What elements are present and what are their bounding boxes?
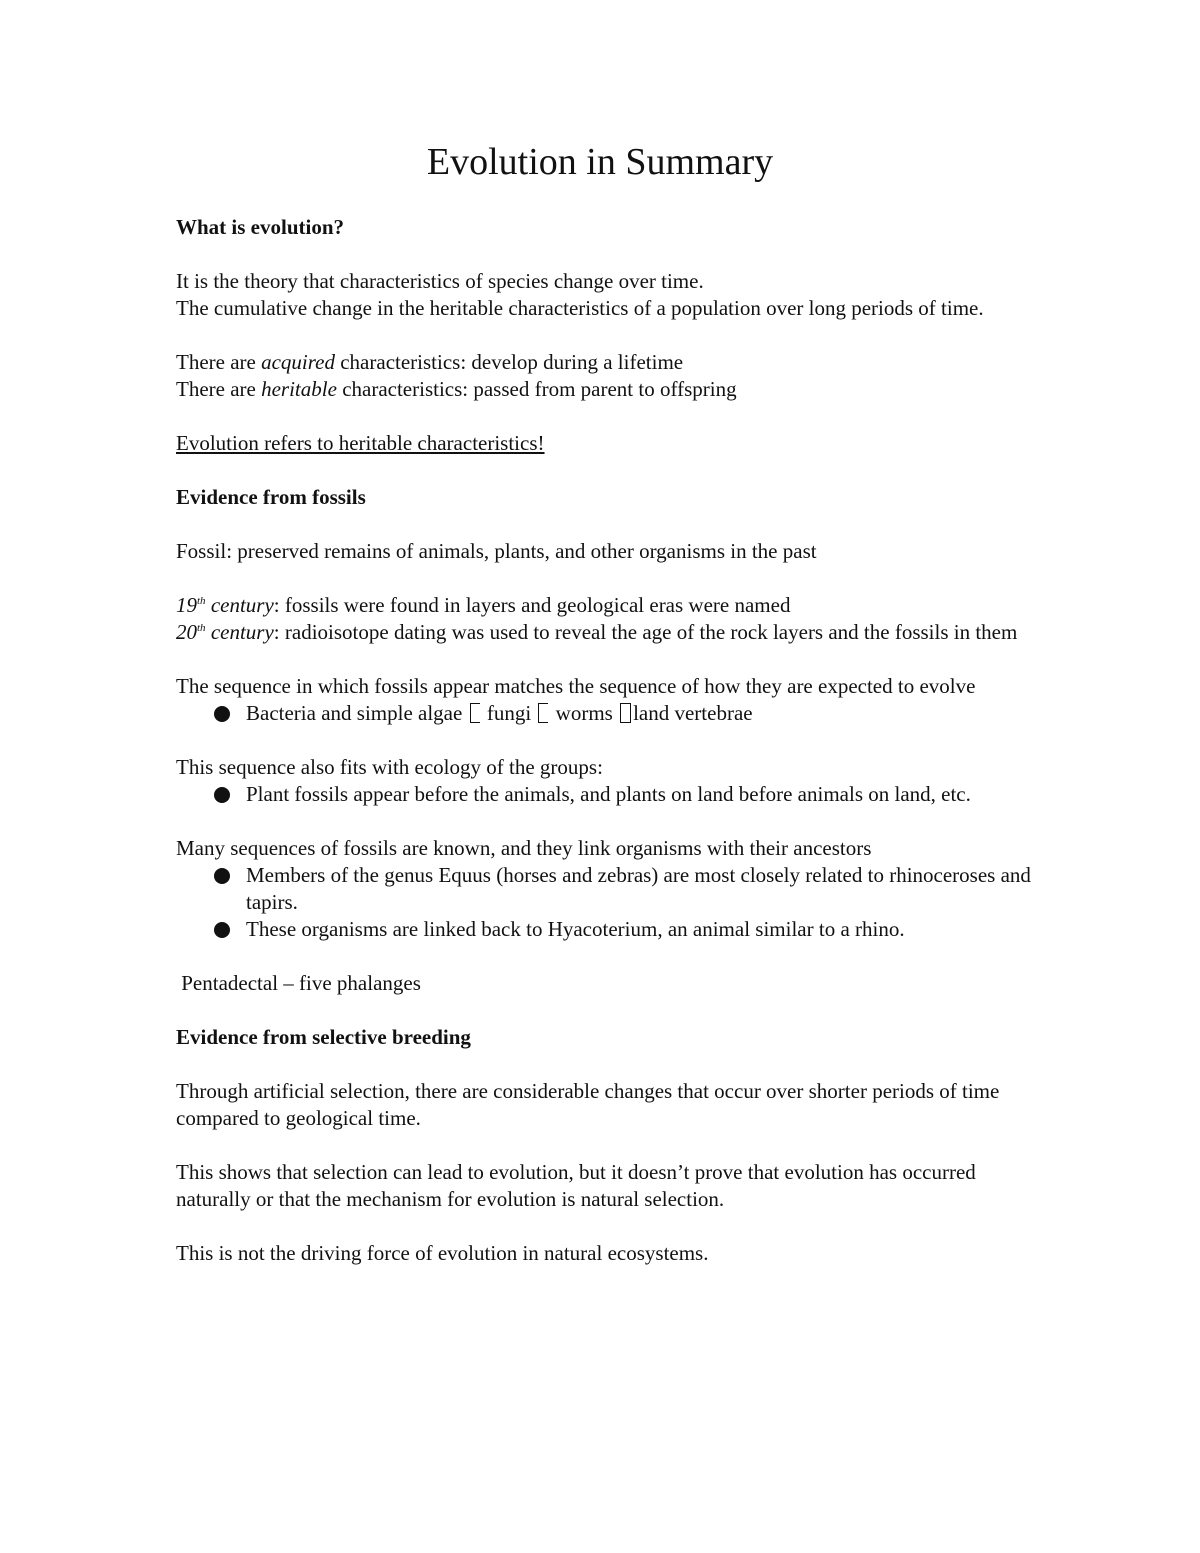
heritable-suffix: characteristics: passed from parent to offspring [336,377,737,401]
list-item [176,781,1036,808]
missing-glyph-icon [470,703,480,723]
sequence-item: worms [555,701,613,725]
c19-word: century [205,593,274,617]
heading-evidence-fossils: Evidence from fossils [176,485,366,509]
c20-suffix: th [197,622,206,634]
bullet-icon [214,868,230,884]
acquired-term: acquired [261,350,335,374]
heritable-term: heritable [261,377,337,401]
c19-suffix: th [197,595,206,607]
bullet-icon [214,706,230,722]
equus-bullet-text: Members of the genus Equus (horses and zebras) are most closely related to rhinoceroses and tapirs. [246,863,1031,914]
ecology-bullet-text: Plant fossils appear before the animals, and plants on land before animals on land, etc. [246,782,971,806]
paragraph-driving-force: This is not the driving force of evolution in natural ecosystems. [176,1241,709,1265]
list-item [176,862,1036,916]
c20-word: century [205,620,274,644]
acquired-prefix: There are [176,350,262,374]
c19-text: : fossils were found in layers and geological eras were named [273,593,791,617]
heading-evidence-selective-breeding: Evidence from selective breeding [176,1025,471,1049]
bullet-icon [214,922,230,938]
paragraph-artificial-selection: Through artificial selection, there are considerable changes that occur over shorter periods of time compared to geological time. [176,1079,1000,1130]
paragraph-sequence-intro: The sequence in which fossils appear matches the sequence of how they are expected to evolve [176,674,976,698]
list-item [176,916,1036,943]
paragraph-19th-century [176,592,1036,619]
document-title: Evolution in Summary [426,141,774,183]
paragraph-acquired [176,349,1036,376]
paragraph-theory: It is the theory that characteristics of species change over time. [176,269,704,293]
c20-text: : radioisotope dating was used to reveal the age of the rock layers and the fossils in them [273,620,1018,644]
list-item [176,700,1036,727]
note-heritable: Evolution refers to heritable characteristics! [176,431,545,455]
sequence-list [176,700,1036,727]
paragraph-heritable [176,376,1036,403]
hyacoterium-bullet-text: These organisms are linked back to Hyacoterium, an animal similar to a rhino. [246,917,905,941]
document-body [176,214,1036,1267]
bullet-icon [214,787,230,803]
ecology-list [176,781,1036,808]
paragraph-fossil-definition: Fossil: preserved remains of animals, plants, and other organisms in the past [176,539,817,563]
c20-number: 20 [176,620,197,644]
paragraph-ecology-intro: This sequence also fits with ecology of the groups: [176,755,603,779]
paragraph-20th-century [176,619,1036,646]
paragraph-cumulative-change: The cumulative change in the heritable characteristics of a population over long periods of time. [176,296,984,320]
missing-glyph-icon [538,703,548,723]
paragraph-many-sequences: Many sequences of fossils are known, and they link organisms with their ancestors [176,836,872,860]
heritable-prefix: There are [176,377,262,401]
paragraph-pentadectal: Pentadectal – five phalanges [176,971,421,995]
paragraph-selection-evolution: This shows that selection can lead to evolution, but it doesn’t prove that evolution has occurred naturally or that the mechanism for evolution is natural selection. [176,1160,976,1211]
missing-glyph-icon [620,703,631,723]
sequence-item: land vertebrae [633,701,753,725]
sequence-item: fungi [486,701,532,725]
c19-number: 19 [176,593,197,617]
ancestors-list [176,862,1036,943]
acquired-suffix: characteristics: develop during a lifetime [334,350,684,374]
sequence-item: Bacteria and simple algae [246,701,463,725]
heading-what-is-evolution: What is evolution? [176,215,345,239]
